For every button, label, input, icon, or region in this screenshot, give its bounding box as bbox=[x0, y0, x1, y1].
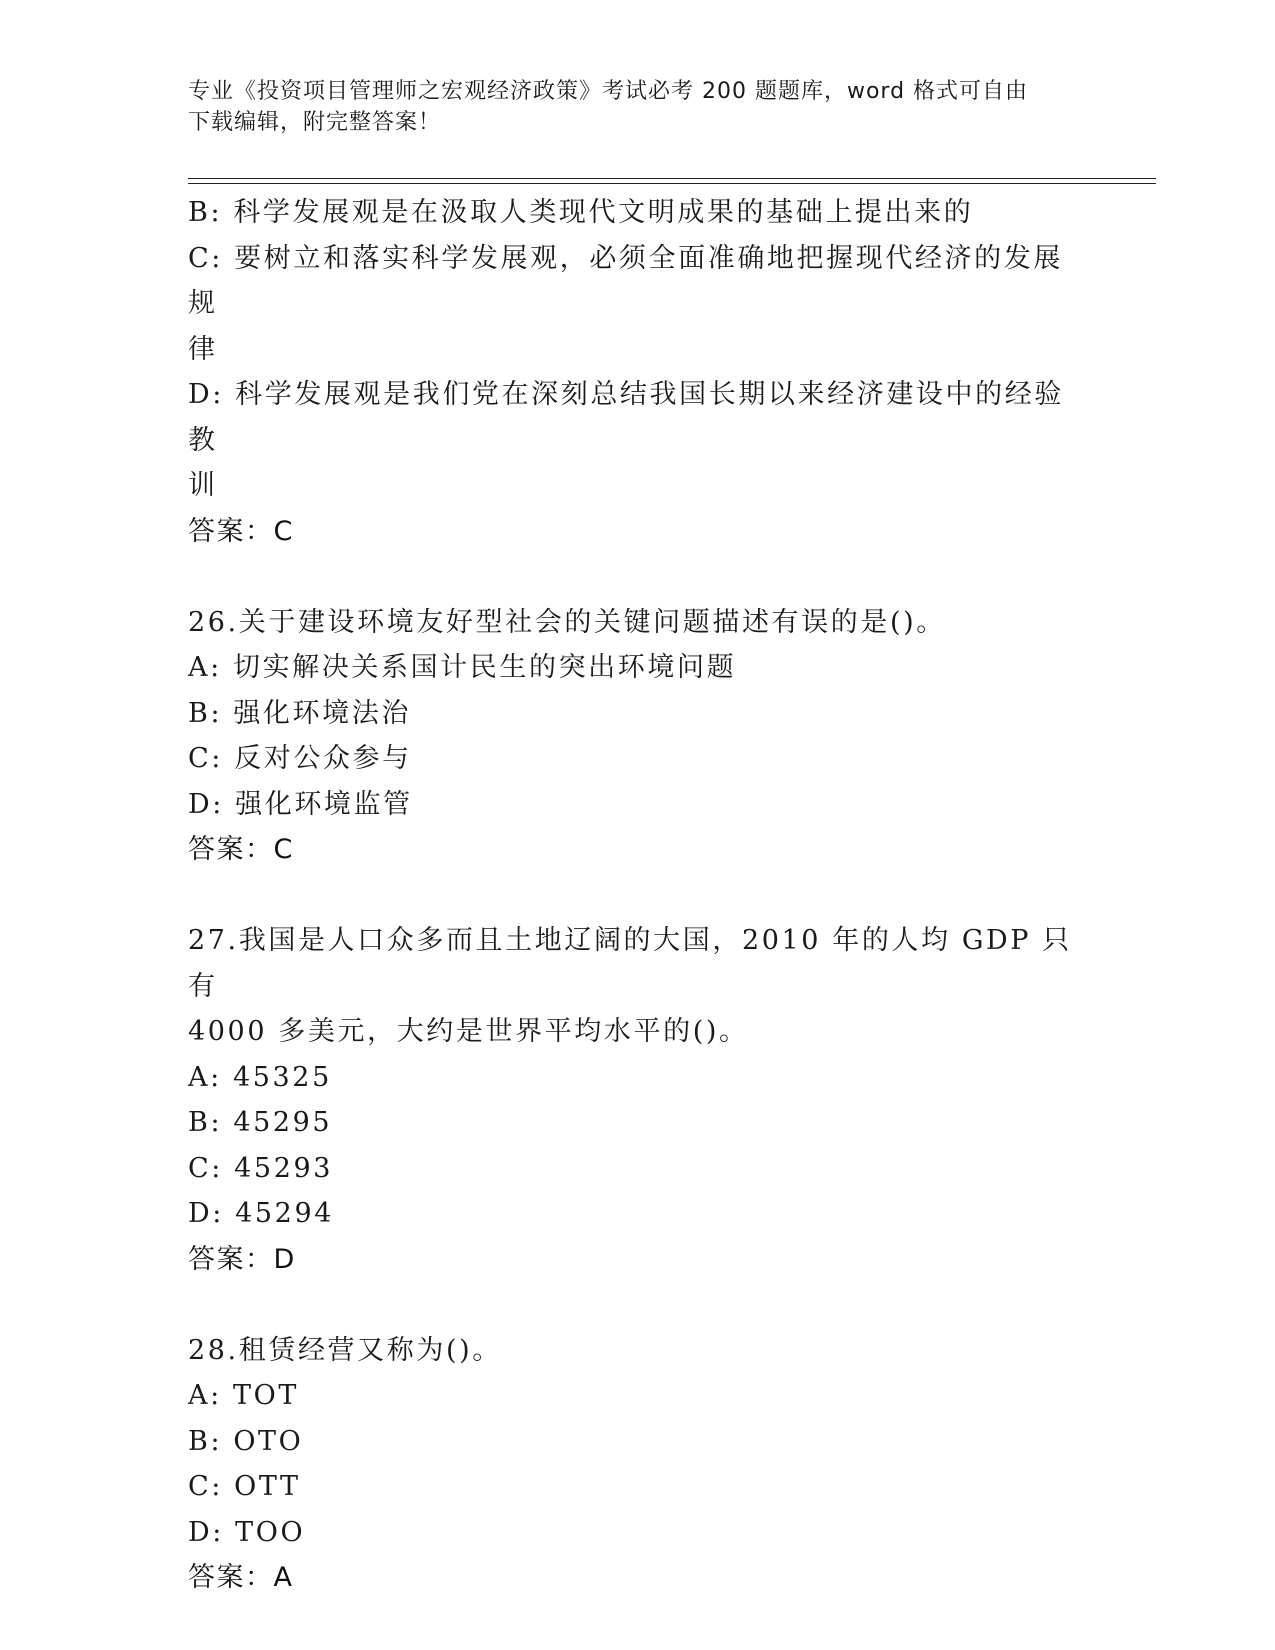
question-28-text: 28.租赁经营又称为()。 bbox=[188, 1334, 502, 1366]
option-d-line-2: 训 bbox=[188, 470, 218, 501]
option-d: D: TOO bbox=[188, 1516, 306, 1548]
question-26-text: 26.关于建设环境友好型社会的关键问题描述有误的是()。 bbox=[188, 606, 946, 638]
header-divider-top bbox=[188, 178, 1156, 179]
answer: 答案：C bbox=[188, 515, 294, 547]
answer: 答案：A bbox=[188, 1562, 294, 1593]
option-d-line-1: D: 科学发展观是我们党在深刻总结我国长期以来经济建设中的经验教 bbox=[188, 379, 1064, 456]
spacer bbox=[188, 873, 1088, 919]
option-c-line-2: 律 bbox=[188, 333, 218, 365]
option-b: B: 45295 bbox=[188, 1107, 333, 1138]
option-d: D: 45294 bbox=[188, 1198, 335, 1229]
option-c: C: 45293 bbox=[188, 1152, 334, 1184]
question-content bbox=[188, 190, 1088, 1601]
question-27-text-line-1: 27.我国是人口众多而且土地辽阔的大国，2010 年的人均 GDP 只有 bbox=[188, 925, 1072, 1002]
header-divider-bottom bbox=[188, 183, 1156, 184]
header-line-2: 下载编辑，附完整答案！ bbox=[188, 110, 442, 135]
answer: 答案：D bbox=[188, 1243, 296, 1275]
option-c: C: 反对公众参与 bbox=[188, 743, 412, 774]
option-a: A: 45325 bbox=[188, 1061, 332, 1093]
option-a: A: TOT bbox=[188, 1380, 299, 1411]
option-c-line-1: C: 要树立和落实科学发展观，必须全面准确地把握现代经济的发展规 bbox=[188, 242, 1063, 319]
option-b: B: 科学发展观是在汲取人类现代文明成果的基础上提出来的 bbox=[188, 197, 974, 228]
question-26-block bbox=[188, 600, 1088, 873]
header-line-1: 专业《投资项目管理师之宏观经济政策》考试必考 200 题题库，word 格式可自由 bbox=[188, 79, 1029, 104]
option-c: C: OTT bbox=[188, 1471, 301, 1502]
option-a: A: 切实解决关系国计民生的突出环境问题 bbox=[188, 652, 737, 683]
spacer bbox=[188, 1282, 1088, 1328]
question-27-text-line-2: 4000 多美元，大约是世界平均水平的()。 bbox=[188, 1016, 749, 1047]
answer: 答案：C bbox=[188, 834, 294, 865]
question-28-block bbox=[188, 1328, 1088, 1601]
previous-question-block bbox=[188, 190, 1088, 554]
option-d: D: 强化环境监管 bbox=[188, 788, 413, 820]
option-b: B: 强化环境法治 bbox=[188, 697, 411, 729]
option-b: B: OTO bbox=[188, 1425, 304, 1457]
spacer bbox=[188, 554, 1088, 600]
question-27-block bbox=[188, 918, 1088, 1282]
document-header bbox=[188, 76, 1088, 138]
